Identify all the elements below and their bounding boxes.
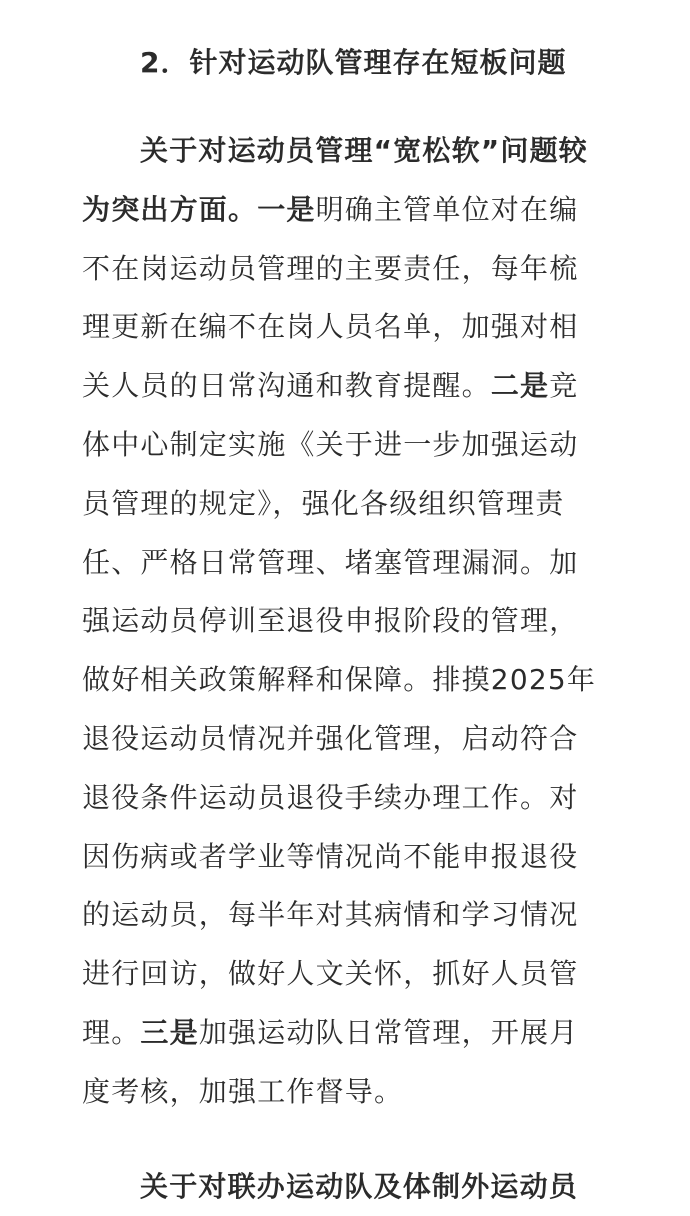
text-line: 理更新在编不在岗人员名单，加强对相 xyxy=(82,310,579,344)
bold-text: 二是 xyxy=(490,369,550,403)
text-line: 任、严格日常管理、堵塞管理漏洞。加 xyxy=(82,545,579,579)
text-line: 因伤病或者学业等情况尚不能申报退役 xyxy=(82,839,579,873)
text-line: 退役运动员情况并强化管理，启动符合 xyxy=(82,721,579,755)
text-line: 体中心制定实施《关于进一步加强运动 xyxy=(82,427,579,461)
bold-text: 关于对联办运动队及体制外运动员 xyxy=(140,1169,579,1203)
body-text: 关人员的日常沟通和教育提醒。 xyxy=(82,369,491,403)
text-line: 的运动员，每半年对其病情和学习情况 xyxy=(82,898,579,932)
bold-text: 为突出方面。一是 xyxy=(82,192,316,226)
text-line: 不在岗运动员管理的主要责任，每年梳 xyxy=(82,251,579,285)
bold-text: 三是 xyxy=(140,1015,199,1049)
body-text: 理。 xyxy=(82,1015,141,1049)
text-line: 员管理的规定》，强化各级组织管理责 xyxy=(82,486,565,520)
text-line: 强运动员停训至退役申报阶段的管理， xyxy=(82,604,579,638)
section-heading: 2．针对运动队管理存在短板问题 xyxy=(140,46,567,79)
body-text: 明确主管单位对在编 xyxy=(315,192,579,226)
text-line: 进行回访，做好人文关怀，抓好人员管 xyxy=(82,957,579,991)
text-line xyxy=(82,1004,602,1063)
text-line xyxy=(82,122,602,181)
paragraph-2 xyxy=(82,1158,602,1216)
text-line: 退役条件运动员退役手续办理工作。对 xyxy=(82,780,579,814)
text-line xyxy=(82,357,602,416)
text-line: 做好相关政策解释和保障。排摸2025年 xyxy=(82,663,597,697)
body-text: 加强运动队日常管理，开展月 xyxy=(198,1015,579,1049)
text-line: 度考核，加强工作督导。 xyxy=(82,1074,404,1108)
paragraph-1 xyxy=(82,122,602,1122)
body-text: 竞 xyxy=(549,369,579,403)
text-line xyxy=(82,181,602,240)
bold-text: 关于对运动员管理“宽松软”问题较 xyxy=(140,134,589,167)
article xyxy=(82,34,602,1216)
